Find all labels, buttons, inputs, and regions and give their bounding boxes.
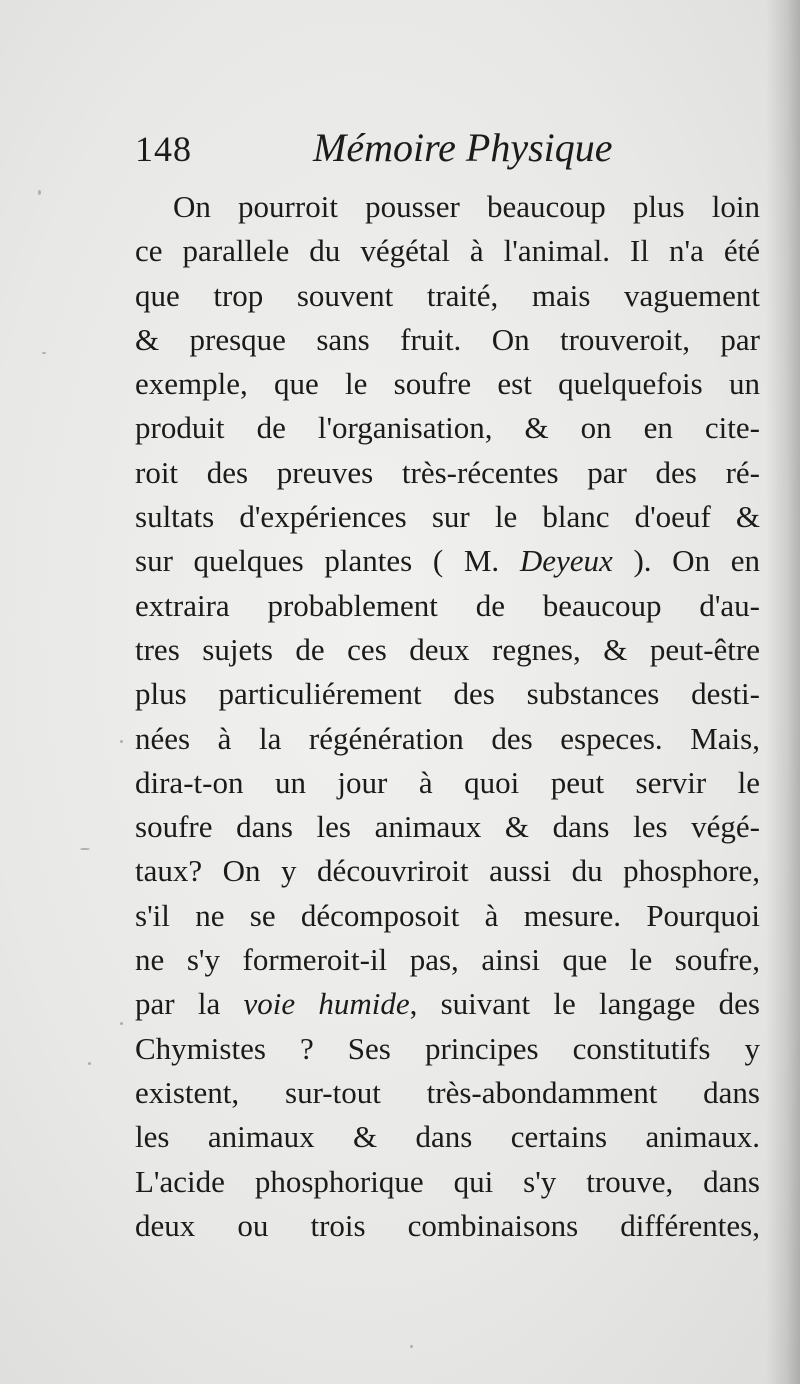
text-segment: extraira probablement de beaucoup d'au- [135,587,760,623]
text-segment: sur quelques plantes ( M. [135,543,520,579]
paper-speck [80,848,90,850]
text-line [135,672,760,716]
text-segment: deux ou trois combinaisons différentes, [135,1207,760,1243]
text-line [135,849,760,893]
text-line [135,982,760,1026]
text-line [135,1160,760,1204]
text-segment: , suivant le langage des [409,986,760,1022]
text-segment: tres sujets de ces deux regnes, & peut-être [135,631,760,667]
text-line [135,185,760,229]
text-line [135,318,760,362]
text-segment: les animaux & dans certains animaux. [135,1119,760,1155]
paper-speck [120,740,123,743]
italic-text: Deyeux [519,543,613,579]
italic-text: voie humide [243,986,410,1022]
page-edge-shadow [766,0,800,1384]
text-line [135,584,760,628]
text-segment: s'il ne se décomposoit à mesure. Pourquoi [135,897,760,933]
text-line [135,938,760,982]
text-segment: soufre dans les animaux & dans les végé- [135,809,760,845]
text-segment: On pourroit pousser beaucoup plus loin [173,189,760,224]
text-segment: Chymistes ? Ses principes constitutifs y [135,1030,760,1066]
paper-speck [88,1062,91,1065]
page-header [135,124,755,184]
text-segment: exemple, que le soufre est quelquefois un [135,366,760,402]
text-line [135,805,760,849]
page-number: 148 [135,129,192,169]
text-line [135,495,760,539]
text-line [135,628,760,672]
text-line [135,406,760,450]
text-segment: produit de l'organisation, & on en cite- [135,410,760,446]
text-line [135,1071,760,1115]
text-segment: ne s'y formeroit-il pas, ainsi que le soufre, [135,942,760,978]
paper-speck [38,190,41,195]
text-line [135,451,760,495]
text-segment: plus particuliérement des substances desti- [135,676,760,712]
paper-speck [120,1022,123,1025]
paper-speck [410,1345,413,1348]
text-line [135,539,760,583]
text-segment: nées à la régénération des especes. Mais, [135,720,760,756]
running-title: Mémoire Physique [313,125,613,170]
text-segment: par la [135,986,244,1022]
text-segment: L'acide phosphorique qui s'y trouve, dans [135,1163,760,1199]
text-segment: ce parallele du végétal à l'animal. Il n'a été [135,233,760,269]
text-segment: sultats d'expériences sur le blanc d'oeuf & [135,499,760,535]
text-line [135,1027,760,1071]
text-line [135,362,760,406]
text-line [135,1204,760,1248]
text-segment: taux? On y découvriroit aussi du phosphore, [135,853,760,889]
text-line [135,274,760,318]
text-segment: roit des preuves très-récentes par des ré- [135,454,760,490]
text-segment: & presque sans fruit. On trouveroit, par [135,321,760,357]
text-line [135,717,760,761]
text-line [135,229,760,273]
text-line [135,1115,760,1159]
body-text [135,185,760,1248]
text-segment: dira-t-on un jour à quoi peut servir le [135,764,760,800]
text-segment: que trop souvent traité, mais vaguement [135,277,760,313]
paper-speck [42,352,46,354]
text-segment: ). On en [612,543,760,579]
text-segment: existent, sur-tout très-abondamment dans [135,1074,760,1110]
text-line [135,761,760,805]
text-line [135,894,760,938]
